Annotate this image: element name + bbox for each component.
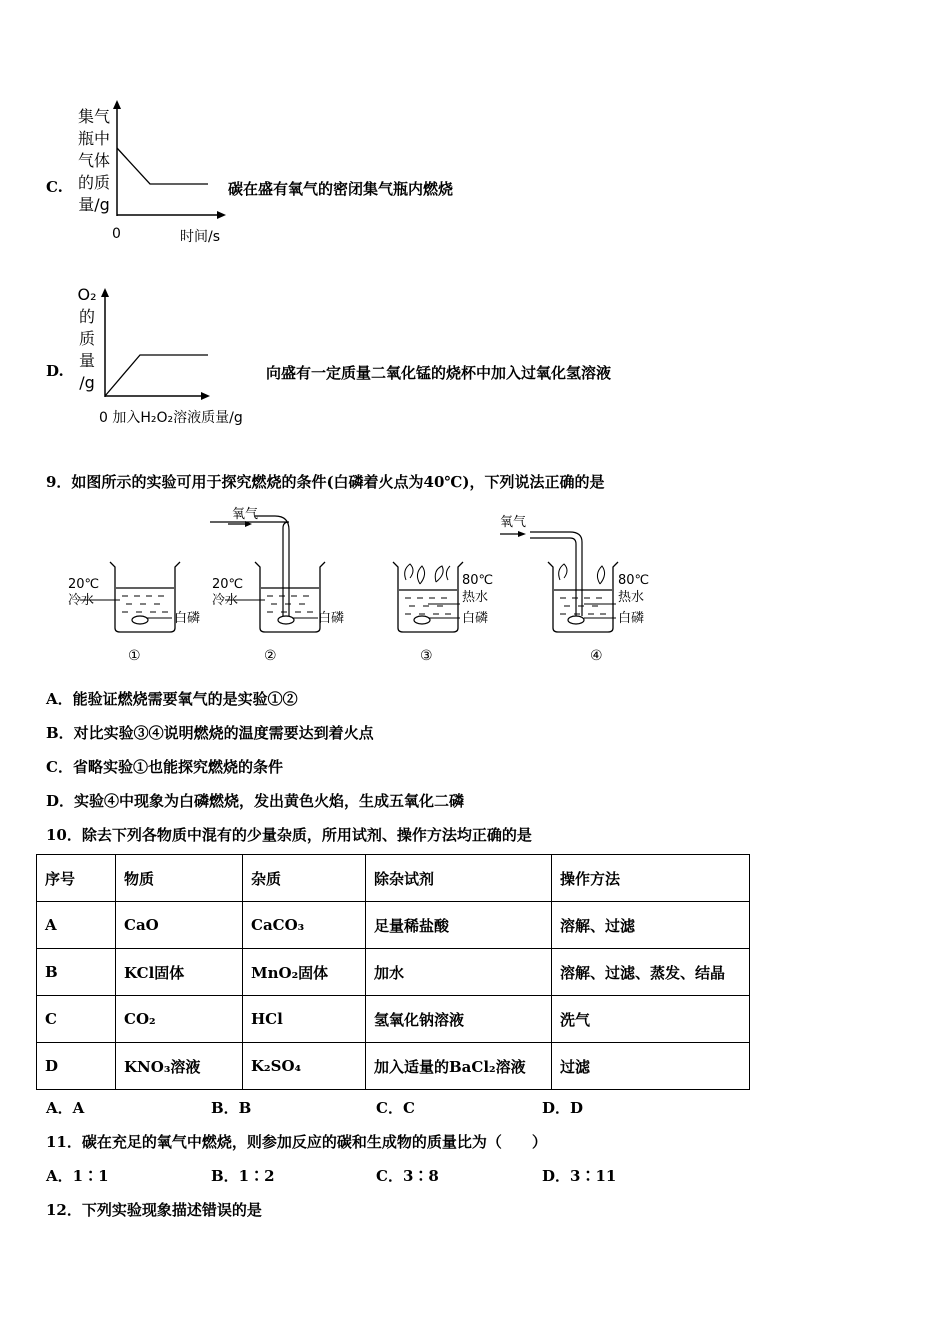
header-cell: 物质 (116, 855, 243, 902)
table-cell: KNO₃溶液 (116, 1043, 243, 1090)
q9-figure (60, 500, 670, 670)
option-d-description: 向盛有一定质量二氧化锰的烧杯中加入过氧化氢溶液 (266, 364, 612, 382)
graph-c-y-label: 集气 瓶中 气体 的质 量/g (77, 107, 110, 214)
table-row (37, 996, 750, 1043)
header-cell: 序号 (37, 855, 116, 902)
q12-stem: 12．下列实验现象描述错误的是 (46, 1201, 262, 1219)
beaker-1-water: 冷水 (68, 593, 95, 608)
option-c-description: 碳在盛有氧气的密闭集气瓶内燃烧 (228, 180, 454, 198)
q9-option-c: C．省略实验①也能探究燃烧的条件 (46, 758, 283, 776)
table-cell: 氢氧化钠溶液 (366, 996, 552, 1043)
beaker-4-number: ④ (590, 648, 603, 664)
beaker-4 (500, 531, 618, 632)
q9-option-a: A．能验证燃烧需要氧气的是实验①② (46, 690, 298, 708)
beaker-2-water: 冷水 (212, 593, 239, 608)
q10-choice-b: B．B (211, 1099, 252, 1117)
beaker-2-phosphorus: 白磷 (318, 611, 345, 626)
table-row (37, 1043, 750, 1090)
graph-c (100, 98, 230, 223)
q9-option-d: D．实验④中现象为白磷燃烧，发出黄色火焰，生成五氧化二磷 (46, 792, 465, 810)
table-cell: C (37, 996, 116, 1043)
graph-d-y-arrow (101, 288, 109, 297)
beaker-2-temp: 20℃ (212, 577, 244, 592)
beaker-1-phosphorus: 白磷 (174, 611, 201, 626)
header-cell: 杂质 (243, 855, 366, 902)
table-cell: K₂SO₄ (243, 1043, 366, 1090)
beaker-3 (393, 562, 463, 632)
graph-c-y-arrow (113, 100, 121, 109)
graph-d-y-label: O₂ 的 质 量 /g (77, 285, 97, 392)
q10-choice-d: D．D (542, 1099, 584, 1117)
header-cell: 除杂试剂 (366, 855, 552, 902)
beaker-4-oxygen: 氧气 (500, 515, 527, 530)
header-cell: 操作方法 (552, 855, 750, 902)
q10-table (36, 854, 750, 1090)
table-cell: 加入适量的BaCl₂溶液 (366, 1043, 552, 1090)
beaker-1 (80, 562, 180, 632)
table-cell: 加水 (366, 949, 552, 996)
table-cell: A (37, 902, 116, 949)
beaker-3-phosphorus: 白磷 (462, 611, 489, 626)
graph-c-origin: 0 (112, 226, 121, 242)
q11-choice-b: B．1∶2 (211, 1167, 275, 1185)
table-cell: 洗气 (552, 996, 750, 1043)
beaker-4-phosphorus: 白磷 (618, 611, 645, 626)
table-cell: D (37, 1043, 116, 1090)
option-d-letter: D. (46, 362, 64, 380)
beaker-1-number: ① (128, 648, 141, 664)
q10-choice-a: A．A (46, 1099, 85, 1117)
table-cell: HCl (243, 996, 366, 1043)
table-cell: CaCO₃ (243, 902, 366, 949)
graph-c-curve (117, 148, 208, 184)
q10-choice-c: C．C (376, 1099, 415, 1117)
graph-d-curve (105, 355, 208, 396)
beaker-1-temp: 20℃ (68, 577, 100, 592)
graph-d-x-arrow (201, 392, 210, 400)
graph-d (96, 285, 216, 405)
table-cell: KCl固体 (116, 949, 243, 996)
beaker-2-oxygen: 氧气 (232, 507, 259, 522)
beaker-2 (210, 516, 325, 632)
table-row (37, 902, 750, 949)
table-cell: 过滤 (552, 1043, 750, 1090)
beaker-3-temp: 80℃ (462, 573, 494, 588)
table-header-row (37, 855, 750, 902)
q9-option-b: B．对比实验③④说明燃烧的温度需要达到着火点 (46, 724, 374, 742)
table-cell: CO₂ (116, 996, 243, 1043)
beaker-3-number: ③ (420, 648, 433, 664)
beaker-2-number: ② (264, 648, 277, 664)
table-cell: CaO (116, 902, 243, 949)
graph-d-x-label: 0 加入H₂O₂溶液质量/g (99, 410, 243, 426)
beaker-4-water: 热水 (618, 590, 645, 605)
q11-choice-a: A．1∶1 (46, 1167, 109, 1185)
q11-choice-c: C．3∶8 (376, 1167, 439, 1185)
table-cell: MnO₂固体 (243, 949, 366, 996)
graph-c-x-arrow (217, 211, 226, 219)
table-row (37, 949, 750, 996)
option-c-letter: C. (46, 178, 63, 196)
beaker-3-water: 热水 (462, 590, 489, 605)
q9-stem: 9．如图所示的实验可用于探究燃烧的条件(白磷着火点为40℃)，下列说法正确的是 (46, 473, 605, 491)
graph-c-x-label: 时间/s (180, 229, 221, 245)
table-cell: B (37, 949, 116, 996)
q10-stem: 10．除去下列各物质中混有的少量杂质，所用试剂、操作方法均正确的是 (46, 826, 532, 844)
table-cell: 足量稀盐酸 (366, 902, 552, 949)
table-cell: 溶解、过滤 (552, 902, 750, 949)
q11-stem: 11．碳在充足的氧气中燃烧，则参加反应的碳和生成物的质量比为（ ） (46, 1133, 547, 1151)
q11-choice-d: D．3∶11 (542, 1167, 617, 1185)
beaker-4-temp: 80℃ (618, 573, 650, 588)
table-cell: 溶解、过滤、蒸发、结晶 (552, 949, 750, 996)
